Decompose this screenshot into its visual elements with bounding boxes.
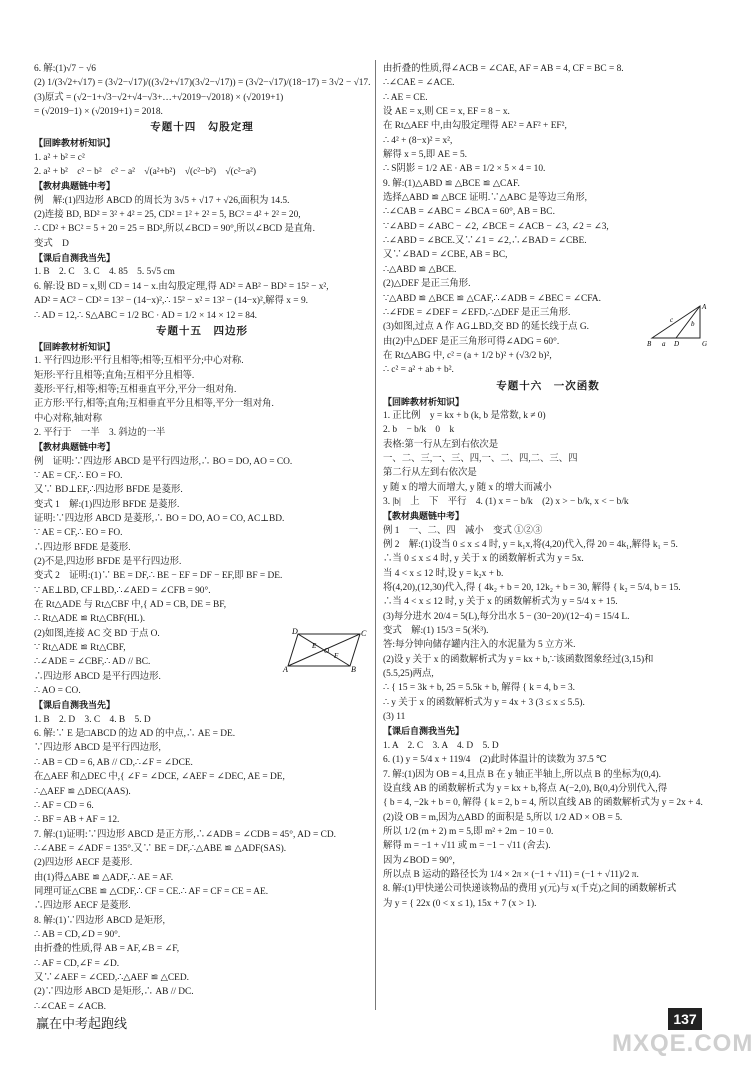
text-line: 7. 解:(1)因为 OB = 4,且点 B 在 y 轴正半轴上,所以点 B 的坐标为(0,4). (383, 769, 661, 780)
text-line: ∵ Rt△ADE ≌ Rt△CBF, (34, 643, 126, 654)
text-line: ∴当 4 < x ≤ 12 时, y 关于 x 的函数解析式为 y = 5/4 x + 15. (383, 597, 618, 608)
text-line: ∵△ABD ≌ △BCE ≌ △CAF,∴∠ADB = ∠BEC = ∠CFA. (383, 293, 601, 304)
text-line: ∵∠ABD = ∠ABC − ∠2, ∠BCE = ∠ACB − ∠3, ∠2 = ∠3, (383, 221, 609, 232)
tri-label-d: D (674, 340, 680, 348)
text-line: { b = 4, −2k + b = 0, 解得 { k = 2, b = 4, 所以直线 AB 的函数解析式为 y = 2x + 4. (383, 798, 703, 809)
text-line: 8. 解:(1)甲快递公司快递该物品的费用 y(元)与 x(千克)之间的函数解析式 (383, 884, 677, 895)
text-line: y 随 x 的增大而增大, y 随 x 的增大而减小 (383, 482, 552, 493)
text-line: ∴∠CAB = ∠ABC = ∠BCA = 60°, AB = BC. (383, 207, 555, 218)
text-line: ∴△ABD ≌ △BCE. (383, 264, 457, 275)
tri-label-c: c (670, 316, 674, 324)
text-line: (2)不是,四边形 BFDE 是平行四边形. (34, 557, 182, 567)
text-line: 3. |b| 上 下 平行 4. (1) x = − b/k (2) x > − b/k, x < − b/k (383, 496, 629, 507)
text-line: 因为∠BOD = 90°, (383, 855, 455, 866)
text-line: 6. 解:∵ E 是□ABCD 的边 AD 的中点,∴ AE = DE. (34, 729, 236, 740)
text-line: ∴ { 15 = 3k + b, 25 = 5.5k + b, 解得 { k = 4, b = 3. (383, 683, 575, 694)
text-line: (2)∵四边形 ABCD 是矩形,∴ AB // DC. (34, 987, 194, 998)
text-line: ∴ c² = a² + ab + b². (383, 365, 454, 376)
text-line: 当 4 < x ≤ 12 时,设 y = k₂x + b. (383, 568, 504, 579)
right-column (383, 62, 713, 911)
text-line: ∴∠ADE = ∠CBF,∴ AD // BC. (34, 657, 151, 668)
text-line: 设直线 AB 的函数解析式为 y = kx + b,将点 A(−2,0), B(0,4)分别代入,得 (383, 783, 668, 794)
text-line: 中心对称,轴对称 (34, 413, 102, 424)
text-line: ∵ AE = CF,∴ EO = FO. (34, 528, 123, 539)
text-line: 2. 平行于 一半 3. 斜边的一半 (34, 427, 166, 438)
text-line: 为 y = { 22x (0 < x ≤ 1), 15x + 7 (x > 1). (383, 898, 537, 909)
text-line: 变式 D (34, 238, 69, 249)
text-line: ∴ y 关于 x 的函数解析式为 y = 4x + 3 (3 ≤ x ≤ 5.5). (383, 697, 585, 708)
text-line: ∴四边形 BFDE 是菱形. (34, 542, 131, 553)
text-line: (2)连接 BD, BD² = 3² + 4² = 25, CD² = 1² + 2² = 5, BC² = 4² + 2² = 20, (34, 210, 301, 221)
text-line: 变式 2 证明:(1)∵ BE = DF,∴ BE − EF = DF − EF,即 BF = DE. (34, 571, 283, 582)
label-f: F (334, 652, 339, 660)
text-line: ∴ CD² + BC² = 5 + 20 = 25 = BD²,所以∠BCD = 90°,所以∠BCD 是直角. (34, 224, 315, 235)
text-line: (2)如图,连接 AC 交 BD 于点 O. (34, 628, 160, 639)
text-line: 7. 解:(1)证明:∵四边形 ABCD 是正方形,∴∠ADB = ∠CDB = 45°, AD = CD. (34, 829, 337, 840)
text-line: 解得 x = 5,即 AE = 5. (383, 150, 468, 161)
text-line: 所以点 B 运动的路径长为 1/4 × 2π × (−1 + √11) = (−1 + √11)/2 π. (383, 869, 639, 880)
text-line: 例 2 解:(1)设当 0 ≤ x ≤ 4 时, y = k₁x,将(4,20)代入,得 20 = 4k₁,解得 k₁ = 5. (383, 540, 678, 550)
text-line: ∴ AO = CO. (34, 686, 81, 697)
tri-label-g: G (702, 340, 708, 348)
text-line: 解得 m = −1 + √11 或 m = −1 − √11 (舍去). (383, 841, 551, 852)
text-line: ∴∠FDE = ∠DEF = ∠EFD,∴△DEF 是正三角形. (383, 307, 571, 318)
text-line: 第二行从左到右依次是 (383, 468, 477, 479)
topic-heading: 专题十四 勾股定理 (150, 121, 254, 134)
text-line: 在△AEF 和△DEC 中,{ ∠F = ∠DCE, ∠AEF = ∠DEC, AE = DE, (34, 772, 285, 783)
tri-label-b: B (647, 340, 652, 348)
column-divider (375, 60, 376, 1010)
text-line: 1. 平行四边形:平行且相等;相等;互相平分;中心对称. (34, 356, 244, 367)
text-line: 在 Rt△AEF 中,由勾股定理得 AE² = AF² + EF², (383, 121, 567, 132)
text-line: 在 Rt△ADE 与 Rt△CBF 中,{ AD = CB, DE = BF, (34, 600, 227, 611)
text-line: ∴ 4² + (8−x)² = x², (383, 135, 453, 146)
text-line: (2)四边形 AECF 是菱形. (34, 858, 133, 869)
text-line: ∴∠CAE = ∠ACE. (383, 78, 455, 89)
text-line: ∴ Rt△ADE ≌ Rt△CBF(HL). (34, 614, 146, 625)
text-line: ∴四边形 AECF 是菱形. (34, 901, 131, 912)
section-heading: 【回眸教材析知识】 (34, 138, 116, 149)
footer-title: 赢在中考起跑线 (36, 1016, 128, 1031)
text-line: 1. A 2. C 3. A 4. D 5. D (383, 740, 499, 751)
text-line: 由折叠的性质,得 AB = AF,∠B = ∠F, (34, 944, 180, 955)
text-line: (5.5,25)两点, (383, 669, 434, 680)
label-d: D (292, 627, 298, 636)
text-line: 证明:∵四边形 ABCD 是菱形,∴ BO = DO, AO = CO, AC⊥BD. (34, 513, 285, 524)
text-line: ∴当 0 ≤ x ≤ 4 时, y 关于 x 的函数解析式为 y = 5x. (383, 554, 584, 565)
text-line: 同理可证△CBE ≌ △CDF,∴ CF = CE.∴ AF = CF = CE = AE. (34, 886, 269, 897)
text-line: (2) 1/(3√2+√17) = (3√2−√17)/((3√2+√17)(3√2−√17)) = (3√2−√17)/(18−17) = 3√2 − √17. (34, 78, 371, 89)
text-line: 在 Rt△ABG 中, c² = (a + 1/2 b)² + (√3/2 b)², (383, 350, 552, 361)
text-line: 设 AE = x,则 CE = x, EF = 8 − x. (383, 107, 510, 118)
text-line: AD² = AC² − CD² = 13² − (14−x)²,∴ 15² − x² = 13² − (14−x)²,解得 x = 9. (34, 296, 308, 307)
text-line: 2. a² + b² c² − b² c² − a² √(a²+b²) √(c²−b²) √(c²−a²) (34, 167, 256, 178)
text-line: 选择△ABD ≌ △BCE 证明.∵△ABC 是等边三角形, (383, 193, 587, 204)
section-heading: 【教材典题链中考】 (34, 181, 116, 192)
label-e: E (312, 642, 317, 650)
tri-label-a: A (702, 303, 707, 311)
text-line: = (√2019−1) × (√2019+1) = 2018. (34, 107, 163, 118)
text-line: ∴四边形 ABCD 是平行四边形. (34, 671, 161, 682)
text-line: ∴△AEF ≌ △DEC(AAS). (34, 786, 131, 797)
label-a: A (283, 665, 288, 674)
text-line: 所以 1/2 (m + 2) m = 5,即 m² + 2m − 10 = 0. (383, 826, 554, 837)
watermark: MXQE.COM (612, 1030, 753, 1057)
triangle-figure (646, 302, 710, 348)
text-line: ∴ AF = CD,∠F = ∠D. (34, 958, 120, 969)
text-line: (2)设 y 关于 x 的函数解析式为 y = kx + b,∵该函数图象经过(3,15)和 (383, 654, 654, 665)
text-line: ∵ AE⊥BD, CF⊥BD,∴∠AED = ∠CFB = 90°. (34, 585, 211, 596)
text-line: ∴ AB = CD,∠D = 90°. (34, 929, 121, 940)
text-line: ∵ AE = CF,∴ EO = FO. (34, 470, 123, 481)
text-line: 例 1 一、二、四 减小 变式 ①②③ (383, 525, 543, 536)
topic-heading: 专题十六 一次函数 (496, 379, 600, 392)
text-line: 6. 解:设 BD = x,则 CD = 14 − x.由勾股定理,得 AD² = AB² − BD² = 15² − x², (34, 281, 329, 292)
parallelogram-figure (284, 628, 366, 672)
label-c: C (361, 629, 367, 638)
text-line: 由(1)得△ABE ≌ △ADF,∴ AE = AF. (34, 872, 174, 883)
text-line: (3)如图,过点 A 作 AG⊥BD,交 BD 的延长线于点 G. (383, 322, 589, 333)
text-line: ∴∠ABE = ∠ADF = 135°.又∵ BE = DF,∴△ABE ≌ △ADF(SAS). (34, 843, 287, 854)
text-line: 由(2)中△DEF 是正三角形可得∠ADG = 60°. (383, 336, 560, 347)
tri-label-b-side: b (691, 320, 695, 328)
section-heading: 【回眸教材析知识】 (383, 396, 465, 407)
left-column (34, 62, 370, 1014)
text-line: ∴ S阴影 = 1/2 AE · AB = 1/2 × 5 × 4 = 10. (383, 164, 546, 175)
text-line: 又∵∠AEF = ∠CED,∴△AEF ≌ △CED. (34, 972, 189, 983)
section-heading: 【课后自测我当先】 (34, 253, 116, 264)
section-heading: 【教材典题链中考】 (383, 511, 465, 522)
section-heading: 【课后自测我当先】 (34, 700, 116, 711)
text-line: ∴ BF = AB + AF = 12. (34, 815, 120, 826)
text-line: 又∵∠BAD = ∠CBE, AB = BC, (383, 250, 508, 261)
text-line: ∴ AB = CD = 6, AB // CD,∴∠F = ∠DCE. (34, 757, 193, 768)
text-line: 变式 1 解:(1)四边形 BFDE 是菱形. (34, 499, 180, 510)
text-line: (2)△DEF 是正三角形. (383, 279, 471, 290)
text-line: 例 解:(1)四边形 ABCD 的周长为 3√5 + √17 + √26,面积为 14.5. (34, 195, 290, 206)
text-line: (2)设 OB = m,因为△ABD 的面积是 5,所以 1/2 AD × OB = 5. (383, 812, 623, 823)
label-o: O (324, 647, 330, 655)
section-heading: 【课后自测我当先】 (383, 726, 465, 737)
text-line: 表格:第一行从左到右依次是 (383, 439, 499, 450)
text-line: 答:每分钟向储存罐内注入的水泥量为 5 立方米. (383, 640, 576, 651)
text-line: 6. (1) y = 5/4 x + 119/4 (2)此时体温计的读数为 37.5 ℃ (383, 755, 607, 766)
text-line: 由折叠的性质,得∠ACB = ∠CAE, AF = AB = 4, CF = BC = 8. (383, 64, 624, 74)
text-line: 8. 解:(1)∵四边形 ABCD 是矩形, (34, 915, 165, 926)
text-line: 矩形:平行且相等;直角;互相平分且相等. (34, 370, 195, 381)
text-line: 1. B 2. C 3. C 4. 85 5. 5√5 cm (34, 267, 175, 278)
text-line: ∴∠CAE = ∠ACB. (34, 1001, 107, 1012)
text-line: 1. a² + b² = c² (34, 152, 85, 163)
text-line: 6. 解:(1)√7 − √6 (34, 64, 96, 74)
text-line: (3) 11 (383, 712, 406, 723)
text-line: ∴ AD = 12,∴ S△ABC = 1/2 BC · AD = 1/2 × 14 × 12 = 84. (34, 310, 258, 321)
text-line: ∴ AF = CD = 6. (34, 800, 94, 811)
text-line: ∴∠ABD = ∠BCE.又∵∠1 = ∠2,∴∠BAD = ∠CBE. (383, 236, 587, 247)
text-line: 1. B 2. D 3. C 4. B 5. D (34, 714, 151, 725)
text-line: (3)每分进水 20/4 = 5(L),每分出水 5 − (30−20)/(12−4) = 15/4 L. (383, 611, 630, 622)
text-line: 2. b − b/k 0 k (383, 425, 455, 436)
label-b: B (351, 665, 356, 674)
text-line: 将(4,20),(12,30)代入,得 { 4k₂ + b = 20, 12k₂ + b = 30, 解得 { k₂ = 5/4, b = 15. (383, 583, 681, 594)
tri-label-a-side: a (662, 340, 666, 348)
text-line: (3)原式 = (√2−1+√3−√2+√4−√3+…+√2019−√2018) × (√2019+1) (34, 92, 284, 103)
text-line: ∵四边形 ABCD 是平行四边形, (34, 743, 161, 754)
text-line: 变式 解:(1) 15/3 = 5(米³). (383, 626, 489, 637)
text-line: 正方形:平行,相等;直角;互相垂直平分且相等,平分一组对角. (34, 399, 274, 410)
text-line: 例 证明:∵四边形 ABCD 是平行四边形,∴ BO = DO, AO = CO. (34, 456, 293, 467)
text-line: 9. 解:(1)△ABD ≌ △BCE ≌ △CAF. (383, 178, 520, 189)
text-line: 菱形:平行,相等;相等;互相垂直平分,平分一组对角. (34, 384, 237, 395)
text-line: ∴ AE = CE. (383, 92, 428, 103)
text-line: 又∵ BD⊥EF,∴四边形 BFDE 是菱形. (34, 485, 183, 496)
page-number: 137 (668, 1008, 702, 1030)
text-line: 1. 正比例 y = kx + b (k, b 是常数, k ≠ 0) (383, 410, 546, 421)
section-heading: 【教材典题链中考】 (34, 442, 116, 453)
topic-heading: 专题十五 四边形 (156, 324, 248, 337)
text-line: 一、二、三,一、三、四,一、二、四,二、三、四 (383, 453, 578, 464)
section-heading: 【回眸教材析知识】 (34, 341, 116, 352)
